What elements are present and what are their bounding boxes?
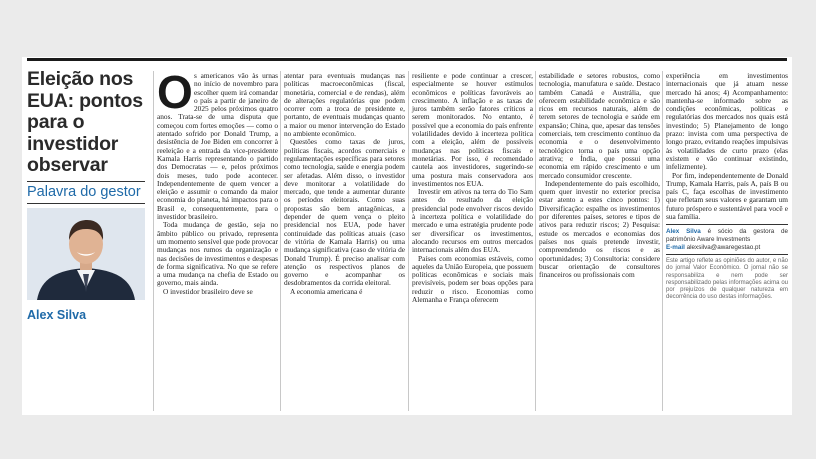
column-divider [662, 71, 663, 411]
paragraph: experiência em investimentos internacionais que já atuam nesse mercado há anos; 4) Acompanhamento: mantenha-se informado sobre as condições econômicas, políticas e regulatórias dos mercados nos quais está investindo; 5) Planejamento de longo prazo: invista com uma perspectiva de longo prazo, evitando reações impulsivas às volatilidades de curto prazo (elas existem e vão continuar existindo, infelizmente). [666, 71, 788, 172]
divider [27, 203, 145, 204]
body-column-1 [157, 66, 278, 296]
disclaimer: Este artigo reflete as opiniões do autor, e não do jornal Valor Econômico. O jornal não se responsabiliza e nem pode ser responsabilizado pelas informações acima ou por prejuízos de qualquer natureza em decorrência do uso destas informações. [666, 258, 788, 301]
paragraph: Países com economias estáveis, como aqueles da União Europeia, que possuem políticas econômicas e sociais mais previsíveis, podem ser boas opções para reduzir o risco. Economias como Alemanha e França oferecem [412, 253, 533, 305]
body-column-5 [666, 72, 788, 301]
body-column-4 [539, 72, 660, 279]
column-divider [408, 71, 409, 411]
paragraph: Questões como taxas de juros, políticas fiscais, acordos comerciais e regulamentações específicas para setores como tecnologia, saúde e energia podem ser afetadas. Além disso, o investidor deve monitorar a volatilidade do mercado, que tende a aumentar durante os períodos eleitorais. Como suas propostas são bem antagônicas, a depender de quem vença o pleito presidencial nos EUA, pode haver continuidade das políticas atuais (caso de vitória de Kamala Harris) ou uma mudança significativa (caso de vitória de Donald Trump). É preciso analisar com atenção os respectivos planos de governo e acompanhar os desdobramentos da corrida eleitoral. [284, 137, 405, 288]
paragraph: atentar para eventuais mudanças nas políticas macroeconômicas (fiscal, monetária, comercial e de rendas), além de alterações regulatórias que podem ocorrer com a troca de presidente e, portanto, de eventuais mudanças quanto a maior ou menor intervenção do Estado no ambiente econômico. [284, 71, 405, 139]
paragraph: Independentemente do país escolhido, quem quer investir no exterior precisa estar atento a estes cinco pontos: 1) Diversificação: espalhe os investimentos por diferentes países, setores e tipos de ativos para reduzir riscos; 2) Pesquisa: estude os mercados e economias dos países nos quais pretende investir, compreendendo os riscos e as oportunidades; 3) Consultoria: considere buscar orientação de consultores financeiros ou profissionais com [539, 178, 660, 280]
paragraph: resiliente e pode continuar a crescer, especialmente se houver estímulos econômicos e políticas favoráveis ao crescimento. A inflação e as taxas de juros também serão fatores críticos a serem monitorados. No entanto, é possível que a economia do país enfrente volatilidades devido à incerteza política com a eleição, além de possíveis mudanças nas políticas fiscais e monetárias. Por isso, é recomendado cautela aos investidores, sugerindo-se uma postura mais conservadora aos investimentos nos EUA. [412, 71, 533, 188]
author-bio: Alex Silva é sócio da gestora de patrimônio Aware Investments [666, 228, 788, 243]
paragraph: Investir em ativos na terra do Tio Sam antes do resultado da eleição presidencial pode envolver riscos devido à incerteza política e volatilidade do mercado e uma estratégia prudente pode ser diversificar os investimentos, alocando recursos em outros mercados internacionais além dos EUA. [412, 187, 533, 255]
body-column-2 [284, 72, 405, 296]
paragraph: Os americanos vão às urnas no início de novembro para escolher quem irá comandar o país a partir de janeiro de 2025 pelos próximos quatro anos. Trata-se de uma disputa que começou com fortes emoções — como o atentado sofrido por Donald Trump, a desistência de Joe Biden em concorrer à reeleição e a entrada da vice-presidente Kamala Harris representando o partido dos Democratas — e, pelos próximos dois meses, tudo pode acontecer. Independentemente de quem vencer a eleição e assumir o comando da maior economia do planeta, há impactos para o Brasil e, consequentemente, para o investidor brasileiro. [157, 66, 278, 222]
left-column [27, 69, 145, 322]
paragraph: O investidor brasileiro deve se [163, 286, 253, 296]
article-title: Eleição nos EUA: pontos para o investidor observar [27, 68, 143, 176]
author-portrait-icon [27, 208, 145, 300]
author-name: Alex Silva [27, 308, 87, 322]
column-divider [535, 71, 536, 411]
divider [666, 224, 788, 225]
paragraph: A economia americana é [290, 286, 363, 296]
column-divider [153, 71, 154, 411]
paragraph: Toda mudança de gestão, seja no âmbito público ou privado, representa um momento sensível que pode provocar mudanças nos rumos da organização e nas decisões de investimentos e despesas de forma significativa. No que se refere a uma mudança na chefia de Estado ou governo, mais ainda. [157, 220, 278, 288]
divider [666, 254, 788, 255]
section-label: Palavra do gestor [27, 183, 141, 200]
drop-cap: O [157, 66, 193, 118]
top-rule [27, 58, 787, 61]
paragraph: Por fim, independentemente de Donald Trump, Kamala Harris, país A, país B ou país C, faça escolhas de investimento que refletam seus valores e garantam um futuro próspero e sustentável para você e sua família. [666, 170, 788, 222]
divider [27, 181, 145, 182]
author-photo [27, 208, 145, 300]
column-divider [280, 71, 281, 411]
body-column-3 [412, 72, 533, 304]
email-label: E-mail [666, 243, 685, 251]
paragraph: estabilidade e setores robustos, como tecnologia, manufatura e saúde. Destaco também Canadá e Austrália, que oferecem estabilidade econômica e são ricos em recursos naturais, além de terem setores de tecnologia e saúde em expansão; China, que, apesar das tensões comerciais, tem crescimento contínuo da economia e o desenvolvimento tecnológico torna o país uma opção atrativa; e Índia, que possui uma economia em rápido crescimento e um mercado consumidor crescente. [539, 71, 660, 180]
newspaper-page [22, 57, 792, 415]
author-email: E-mail alexsilva@awaregestao.pt [666, 243, 761, 251]
bio-name: Alex Silva [666, 228, 701, 236]
